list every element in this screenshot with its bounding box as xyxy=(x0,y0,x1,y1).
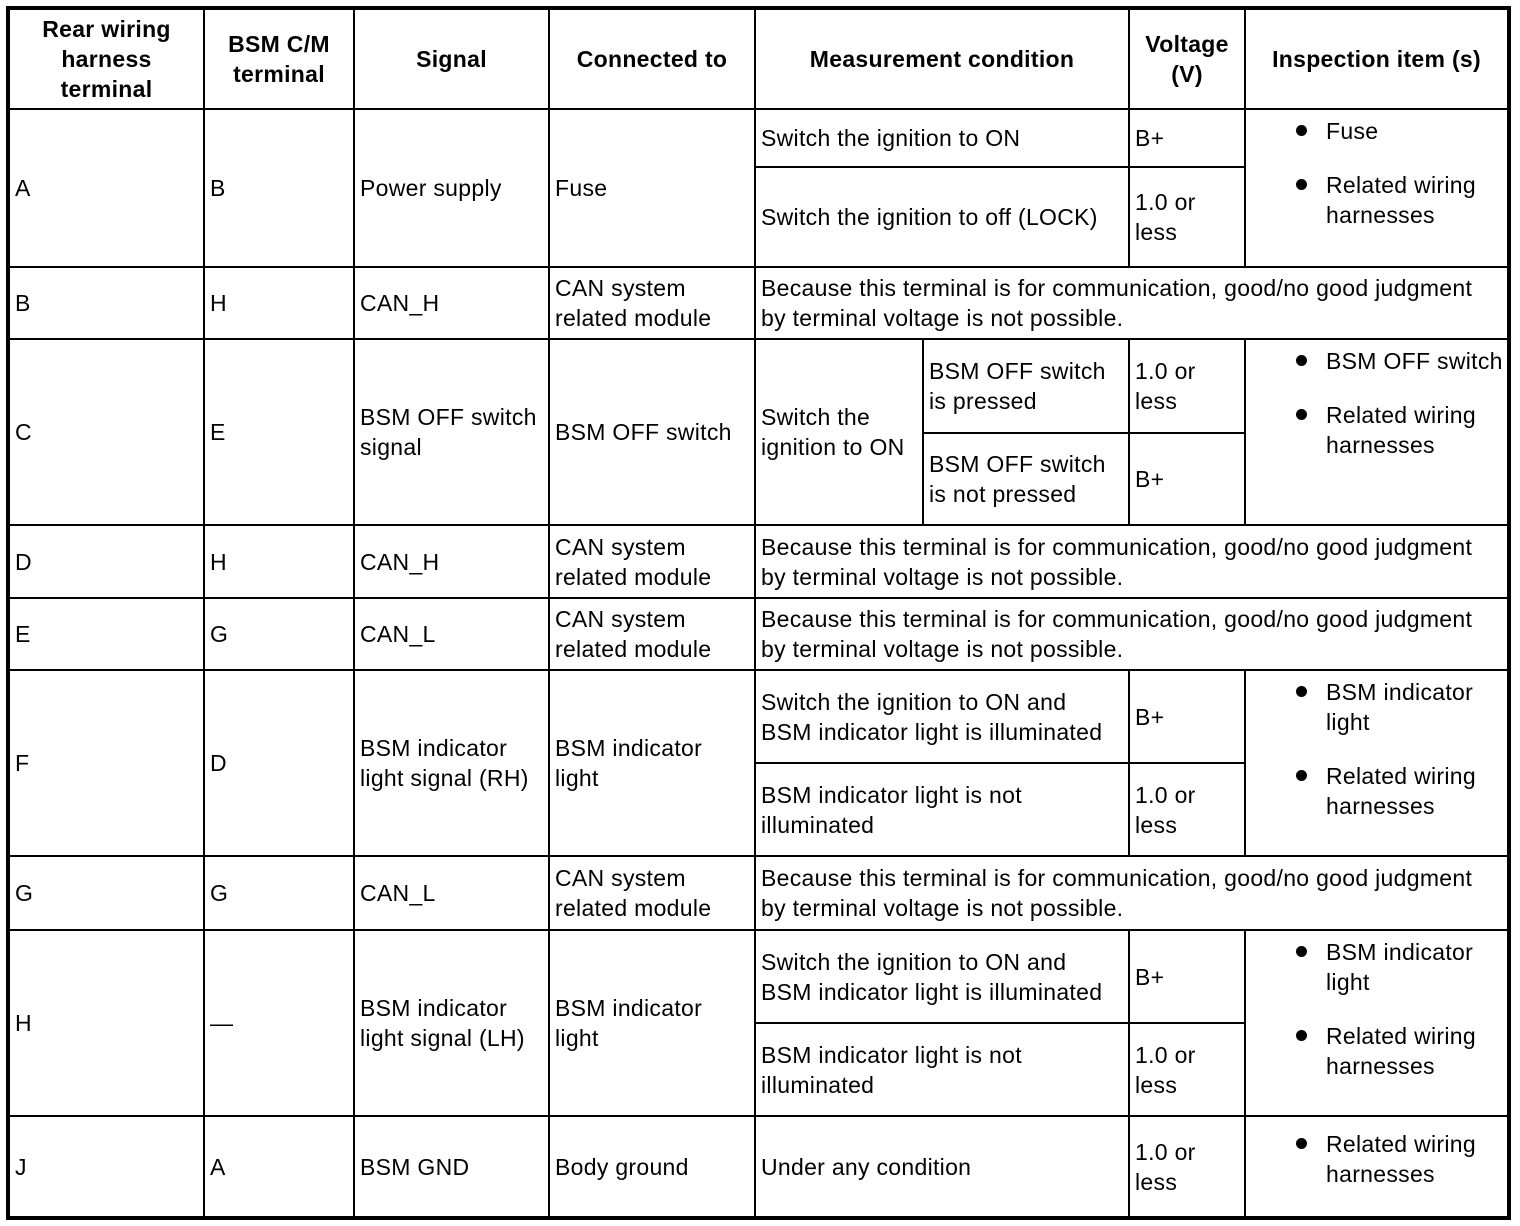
inspection-item-text: Related wiring harnesses xyxy=(1326,402,1476,458)
bsm-terminal-cell: G xyxy=(204,598,354,670)
table-row xyxy=(8,1116,1509,1218)
signal-cell: BSM indicator light signal (LH) xyxy=(354,930,549,1116)
table-row xyxy=(8,525,1509,598)
voltage-cell: B+ xyxy=(1129,930,1245,1023)
voltage-cell: B+ xyxy=(1129,109,1245,167)
connected-to-cell: BSM indicator light xyxy=(549,930,755,1116)
rear-terminal-cell: A xyxy=(8,109,204,267)
connected-to-cell: CAN system related module xyxy=(549,267,755,339)
inspection-item xyxy=(1254,346,1503,376)
header-measurement-condition: Measurement condition xyxy=(755,8,1129,109)
connected-to-cell: BSM indicator light xyxy=(549,670,755,856)
bullet-icon xyxy=(1296,686,1307,697)
voltage-cell: 1.0 or less xyxy=(1129,1116,1245,1218)
bsm-terminal-cell: H xyxy=(204,525,354,598)
measurement-condition-cell: BSM indicator light is not illuminated xyxy=(755,1023,1129,1116)
table-row xyxy=(8,267,1509,339)
bullet-icon xyxy=(1296,409,1307,420)
signal-cell: CAN_L xyxy=(354,856,549,930)
bullet-icon xyxy=(1296,1030,1307,1041)
bullet-icon xyxy=(1296,1138,1307,1149)
bullet-icon xyxy=(1296,355,1307,366)
bsm-terminal-cell: — xyxy=(204,930,354,1116)
inspection-list xyxy=(1254,677,1503,821)
header-row xyxy=(8,8,1509,109)
inspection-item xyxy=(1254,761,1503,821)
inspection-item xyxy=(1254,400,1503,460)
signal-cell: CAN_H xyxy=(354,525,549,598)
inspection-list xyxy=(1254,116,1503,230)
header-voltage: Voltage (V) xyxy=(1129,8,1245,109)
table-row xyxy=(8,930,1509,1023)
signal-cell: CAN_H xyxy=(354,267,549,339)
table-row xyxy=(8,339,1509,433)
inspection-item xyxy=(1254,937,1503,997)
header-inspection-items: Inspection item (s) xyxy=(1245,8,1509,109)
inspection-cell xyxy=(1245,339,1509,525)
bullet-icon xyxy=(1296,125,1307,136)
communication-note-cell: Because this terminal is for communication, good/no good judgment by terminal voltage is not possible. xyxy=(755,267,1509,339)
inspection-item xyxy=(1254,1021,1503,1081)
measurement-condition-cell: Switch the ignition to ON xyxy=(755,109,1129,167)
bullet-icon xyxy=(1296,946,1307,957)
header-connected-to: Connected to xyxy=(549,8,755,109)
measurement-condition-cell: Switch the ignition to ON and BSM indicator light is illuminated xyxy=(755,930,1129,1023)
communication-note-cell: Because this terminal is for communication, good/no good judgment by terminal voltage is not possible. xyxy=(755,525,1509,598)
bsm-terminal-cell: B xyxy=(204,109,354,267)
rear-terminal-cell: E xyxy=(8,598,204,670)
voltage-cell: B+ xyxy=(1129,433,1245,525)
inspection-item xyxy=(1254,116,1503,146)
inspection-item xyxy=(1254,170,1503,230)
connected-to-cell: BSM OFF switch xyxy=(549,339,755,525)
communication-note-cell: Because this terminal is for communication, good/no good judgment by terminal voltage is not possible. xyxy=(755,598,1509,670)
inspection-cell xyxy=(1245,109,1509,267)
header-signal: Signal xyxy=(354,8,549,109)
connected-to-cell: CAN system related module xyxy=(549,525,755,598)
inspection-list xyxy=(1254,346,1503,460)
communication-note-cell: Because this terminal is for communication, good/no good judgment by terminal voltage is not possible. xyxy=(755,856,1509,930)
rear-terminal-cell: J xyxy=(8,1116,204,1218)
measurement-subcondition-cell: BSM OFF switch is pressed xyxy=(923,339,1129,433)
connected-to-cell: Fuse xyxy=(549,109,755,267)
inspection-list xyxy=(1254,937,1503,1081)
rear-terminal-cell: B xyxy=(8,267,204,339)
inspection-cell xyxy=(1245,670,1509,856)
connected-to-cell: CAN system related module xyxy=(549,598,755,670)
table-row xyxy=(8,670,1509,763)
table-row xyxy=(8,109,1509,167)
rear-terminal-cell: F xyxy=(8,670,204,856)
rear-terminal-cell: D xyxy=(8,525,204,598)
measurement-subcondition-cell: BSM OFF switch is not pressed xyxy=(923,433,1129,525)
inspection-item xyxy=(1254,677,1503,737)
inspection-cell xyxy=(1245,1116,1509,1218)
inspection-item-text: Related wiring harnesses xyxy=(1326,1131,1476,1187)
rear-terminal-cell: C xyxy=(8,339,204,525)
measurement-condition-cell: BSM indicator light is not illuminated xyxy=(755,763,1129,856)
measurement-condition-cell: Under any condition xyxy=(755,1116,1129,1218)
terminal-inspection-table xyxy=(6,6,1511,1220)
table-row xyxy=(8,598,1509,670)
rear-terminal-cell: H xyxy=(8,930,204,1116)
voltage-cell: B+ xyxy=(1129,670,1245,763)
measurement-condition-cell: Switch the ignition to off (LOCK) xyxy=(755,167,1129,267)
inspection-item-text: Fuse xyxy=(1326,118,1379,144)
connected-to-cell: Body ground xyxy=(549,1116,755,1218)
signal-cell: BSM OFF switch signal xyxy=(354,339,549,525)
inspection-item-text: Related wiring harnesses xyxy=(1326,1023,1476,1079)
inspection-item-text: BSM indicator light xyxy=(1326,939,1474,995)
voltage-cell: 1.0 or less xyxy=(1129,167,1245,267)
bsm-terminal-cell: H xyxy=(204,267,354,339)
bsm-terminal-cell: A xyxy=(204,1116,354,1218)
bsm-terminal-cell: D xyxy=(204,670,354,856)
inspection-cell xyxy=(1245,930,1509,1116)
measurement-condition-cell: Switch the ignition to ON and BSM indicator light is illuminated xyxy=(755,670,1129,763)
inspection-item xyxy=(1254,1129,1503,1189)
signal-cell: CAN_L xyxy=(354,598,549,670)
inspection-list xyxy=(1254,1129,1503,1189)
measurement-condition-cell: Switch the ignition to ON xyxy=(755,339,923,525)
rear-terminal-cell: G xyxy=(8,856,204,930)
inspection-item-text: Related wiring harnesses xyxy=(1326,172,1476,228)
inspection-item-text: BSM indicator light xyxy=(1326,679,1474,735)
bsm-terminal-cell: G xyxy=(204,856,354,930)
signal-cell: BSM GND xyxy=(354,1116,549,1218)
bullet-icon xyxy=(1296,179,1307,190)
bullet-icon xyxy=(1296,770,1307,781)
inspection-item-text: Related wiring harnesses xyxy=(1326,763,1476,819)
inspection-item-text: BSM OFF switch xyxy=(1326,348,1503,374)
signal-cell: BSM indicator light signal (RH) xyxy=(354,670,549,856)
signal-cell: Power supply xyxy=(354,109,549,267)
table-row xyxy=(8,856,1509,930)
voltage-cell: 1.0 or less xyxy=(1129,339,1245,433)
voltage-cell: 1.0 or less xyxy=(1129,1023,1245,1116)
connected-to-cell: CAN system related module xyxy=(549,856,755,930)
header-bsm-terminal: BSM C/M terminal xyxy=(204,8,354,109)
bsm-terminal-cell: E xyxy=(204,339,354,525)
voltage-cell: 1.0 or less xyxy=(1129,763,1245,856)
header-rear-terminal: Rear wiring harness terminal xyxy=(8,8,204,109)
